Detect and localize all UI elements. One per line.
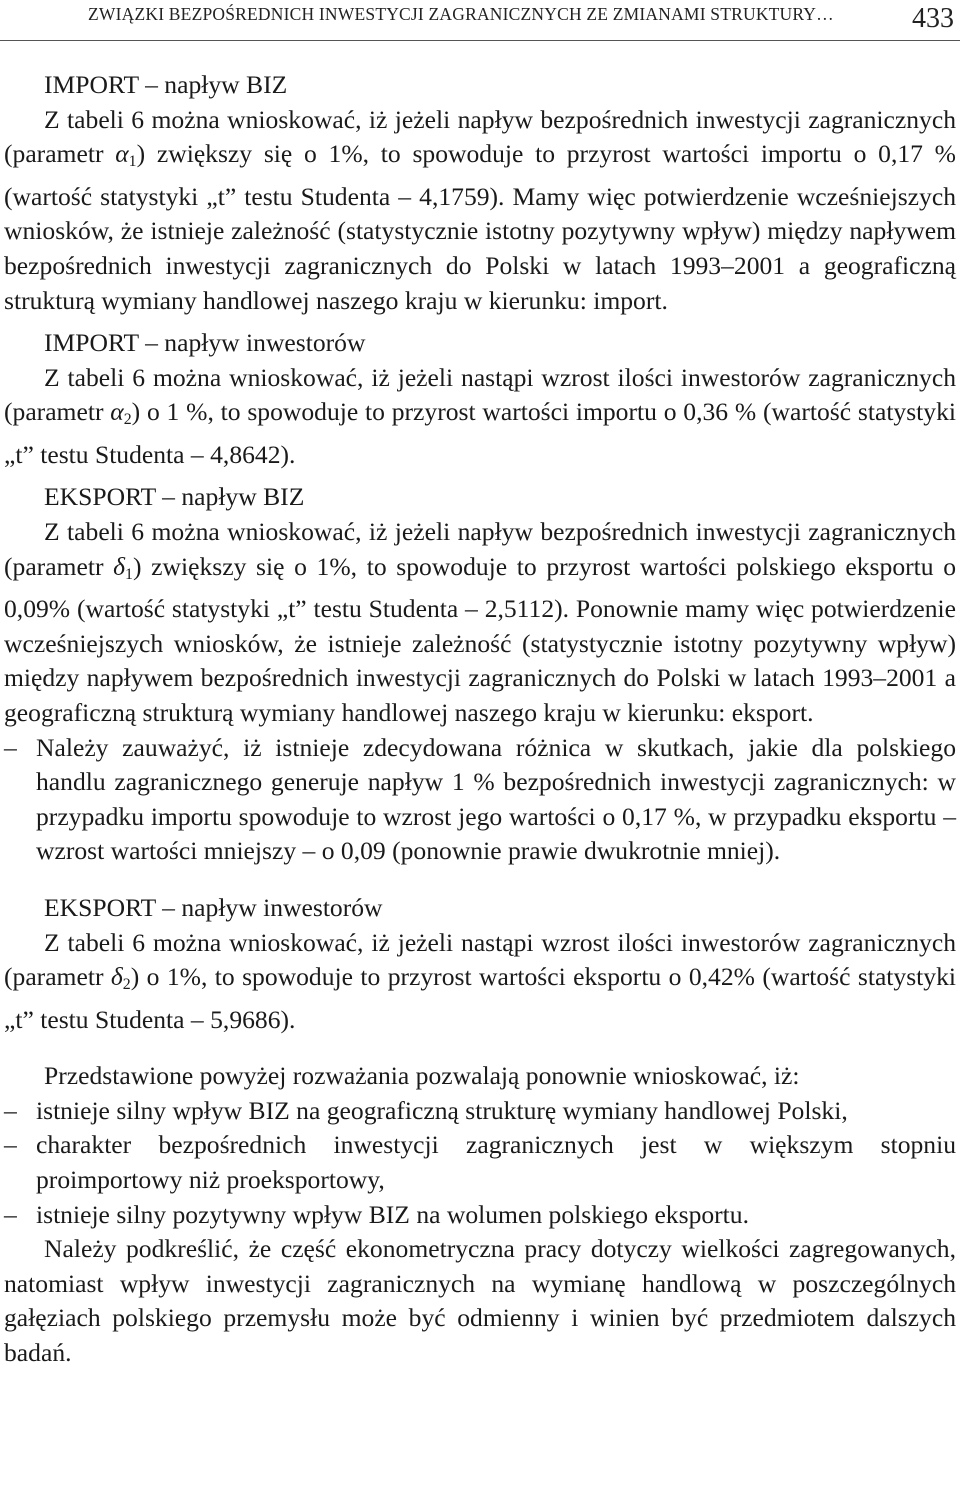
dash-marker: – bbox=[4, 1095, 17, 1125]
note-item bbox=[4, 731, 956, 869]
parameter-subscript: 2 bbox=[122, 976, 131, 994]
text-run: Z tabeli 6 można wnioskować, iż jeżeli nastąpi wzrost ilości inwestorów zagranicznych (parametr bbox=[4, 362, 956, 427]
parameter-subscript: 1 bbox=[128, 153, 137, 171]
body-text bbox=[4, 68, 956, 1371]
parameter-subscript: 1 bbox=[125, 565, 133, 583]
parameter-subscript: 2 bbox=[123, 411, 132, 429]
paragraph bbox=[4, 361, 956, 473]
conclusion-bullet bbox=[4, 1094, 956, 1129]
text-run: ) o 1 %, to spowoduje to przyrost wartości importu o 0,36 % (wartość statystyki „t” testu Studenta – 4,8642). bbox=[4, 397, 956, 469]
text-run: ) zwiększy się o 1%, to spowoduje to przyrost wartości importu o 0,17 % (wartość statystyki „t” testu Studenta – 4,1759). Mamy więc potwierdzenie wcześniejszych wniosków, że istnieje zależność (statystycznie istotny pozytywny wpływ) między napływem bezpośrednich inwestycji zagranicznych do Polski w latach 1993–2001 a geograficzną strukturą wymiany handlowej naszego kraju w kierunku: import. bbox=[4, 139, 956, 315]
conclusion-bullet bbox=[4, 1128, 956, 1197]
text-run: Z tabeli 6 można wnioskować, iż jeżeli napływ bezpośrednich inwestycji zagranicznych (parametr bbox=[4, 517, 956, 581]
text-run: Z tabeli 6 można wnioskować, iż jeżeli napływ bezpośrednich inwestycji zagranicznych (parametr bbox=[4, 104, 956, 169]
section-heading: IMPORT – napływ inwestorów bbox=[44, 328, 366, 358]
parameter-letter: δ bbox=[113, 551, 126, 581]
text-run: ) o 1%, to spowoduje to przyrost wartości eksportu o 0,42% (wartość statystyki „t” testu Studenta – 5,9686). bbox=[4, 962, 956, 1034]
parameter-letter: α bbox=[110, 397, 124, 427]
parameter-symbol bbox=[110, 962, 131, 994]
conclusion-bullet bbox=[4, 1198, 956, 1233]
section-heading: IMPORT – napływ BIZ bbox=[44, 70, 288, 99]
parameter-letter: α bbox=[115, 139, 129, 169]
dash-marker: – bbox=[4, 732, 17, 762]
final-paragraph: Należy podkreślić, że część ekonometryczna pracy dotyczy wielkości zagregowanych, natomiast wpływ inwestycji zagranicznych na wymianę handlową w poszczególnych gałęziach polskiego przemysłu może być odmienny i winien być przedmiotem dalszych badań. bbox=[4, 1234, 956, 1367]
dash-marker: – bbox=[4, 1130, 17, 1160]
parameter-symbol bbox=[110, 397, 132, 429]
parameter-letter: δ bbox=[110, 962, 123, 992]
running-header bbox=[0, 0, 960, 41]
section-heading: EKSPORT – napływ inwestorów bbox=[44, 892, 383, 922]
text-run: ) zwiększy się o 1%, to spowoduje to przyrost wartości polskiego eksportu o 0,09% (wartość statystyki „t” testu Studenta – 2,5112). Ponownie mamy więc potwierdzenie wcześniejszych wniosków, że istnieje zależność (statystycznie istotny pozytywny wpływ) między napływem bezpośrednich inwestycji zagranicznych do Polski w latach 1993–2001 a geograficzną strukturą wymiany handlowej naszego kraju w kierunku: eksport. bbox=[4, 551, 956, 727]
bullet-text: istnieje silny pozytywny wpływ BIZ na wolumen polskiego eksportu. bbox=[36, 1199, 749, 1229]
paragraph bbox=[4, 515, 956, 731]
running-title: ZWIĄZKI BEZPOŚREDNICH INWESTYCJI ZAGRANICZNYCH ZE ZMIANAMI STRUKTURY… bbox=[88, 4, 834, 24]
section-heading: EKSPORT – napływ BIZ bbox=[44, 482, 305, 512]
note-text: Należy zauważyć, iż istnieje zdecydowana różnica w skutkach, jakie dla polskiego handlu zagranicznego generuje napływ 1 % bezpośrednich inwestycji zagranicznych: w przypadku importu spowoduje to wzrost jego wartości o 0,17 %, w przypadku eksportu – wzrost wartości mniejszy – o 0,09 (ponownie prawie dwukrotnie mniej). bbox=[36, 732, 956, 866]
paragraph bbox=[4, 926, 956, 1038]
paragraph bbox=[4, 103, 956, 319]
conclusion-intro: Przedstawione powyżej rozważania pozwalają ponownie wnioskować, iż: bbox=[44, 1061, 800, 1091]
page-number: 433 bbox=[912, 3, 954, 34]
bullet-text: charakter bezpośrednich inwestycji zagranicznych jest w większym stopniu proimportowy niż proeksportowy, bbox=[36, 1130, 956, 1195]
parameter-symbol bbox=[113, 552, 133, 581]
parameter-symbol bbox=[115, 139, 137, 171]
text-run: Z tabeli 6 można wnioskować, iż jeżeli nastąpi wzrost ilości inwestorów zagranicznych (parametr bbox=[4, 927, 956, 992]
bullet-text: istnieje silny wpływ BIZ na geograficzną strukturę wymiany handlowej Polski, bbox=[36, 1095, 848, 1125]
dash-marker: – bbox=[4, 1199, 17, 1229]
